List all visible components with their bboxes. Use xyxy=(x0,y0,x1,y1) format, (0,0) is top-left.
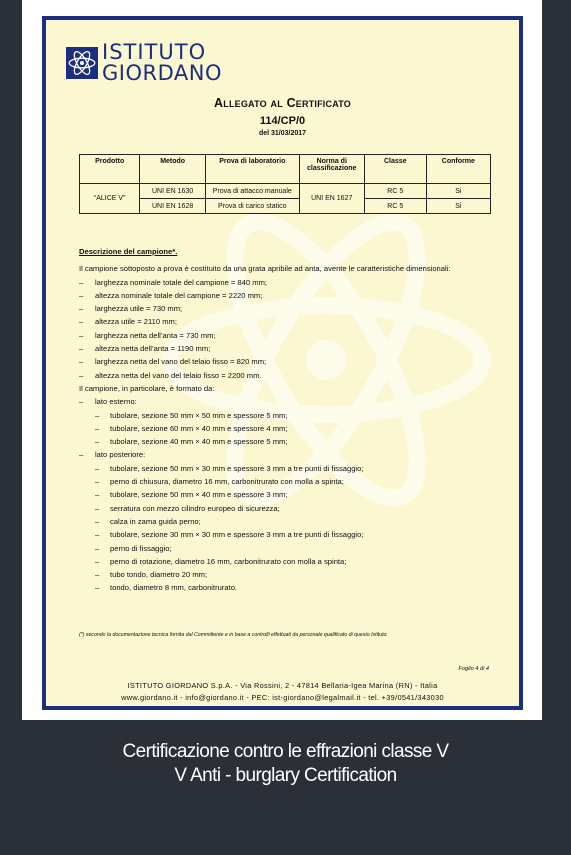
dimension-item-text: altezza utile = 2110 mm; xyxy=(95,317,177,327)
certificate-date: del 31/03/2017 xyxy=(258,130,307,137)
logo-wordmark xyxy=(102,42,222,84)
dash-bullet: – xyxy=(79,397,84,407)
outer-side-list xyxy=(79,409,491,449)
inner-component-item-text: perno di chiusura, diametro 16 mm, carbonitrurato con molla a spinta; xyxy=(110,477,344,487)
inner-component-item xyxy=(79,581,491,594)
intro-paragraph: Il campione sottoposto a prova è costituito da una grata apribile ad anta, avente le caratteristiche dimensionali: xyxy=(79,264,451,274)
test-cell: Prova di carico statico xyxy=(205,199,299,214)
inner-component-item xyxy=(79,515,491,528)
certificate-number: 114/CP/0 xyxy=(259,115,306,127)
test-cell: Prova di attacco manuale xyxy=(205,184,299,199)
document-header xyxy=(46,96,519,137)
header-cell: Prova di laboratorio xyxy=(205,155,299,184)
inner-component-item xyxy=(79,462,491,475)
inner-component-item xyxy=(79,542,491,555)
table-row xyxy=(80,184,491,199)
inner-component-item-text: tubolare, sezione 50 mm × 40 mm e spessore 3 mm; xyxy=(110,490,288,500)
dimension-item-text: larghezza utile = 730 mm; xyxy=(95,304,183,314)
dimension-item-text: larghezza nominale totale del campione = 840 mm; xyxy=(95,277,268,287)
document-title: Allegato al Certificato xyxy=(214,96,351,110)
product-cell: “ALICE V” xyxy=(80,184,140,214)
inner-component-item-text: tubo tondo, diametro 20 mm; xyxy=(110,570,208,580)
header-cell: Conforme xyxy=(426,155,490,184)
atom-logo-icon xyxy=(66,47,98,79)
dimensions-list xyxy=(79,276,491,382)
class-cell: RC 5 xyxy=(364,184,426,199)
inner-component-item xyxy=(79,502,491,515)
composition-intro: Il campione, in particolare, è formato da: xyxy=(79,383,215,393)
inner-component-item-text: tondo, diametro 8 mm, carbonitrurato. xyxy=(110,583,238,593)
dimension-item xyxy=(79,369,491,382)
header-cell: Norma di classificazione xyxy=(299,155,364,184)
class-cell: RC 5 xyxy=(364,199,426,214)
company-contacts: www.giordano.it - info@giordano.it - PEC: ist-giordano@legalmail.it - tel. +39/0541/343030 xyxy=(121,693,444,702)
dash-bullet: – xyxy=(95,530,100,540)
inner-component-item-text: serratura con mezzo cilindro europeo di sicurezza; xyxy=(110,503,280,513)
inner-component-item-text: calza in zama guida perno; xyxy=(110,516,201,526)
dash-bullet: – xyxy=(95,437,100,447)
compliant-cell: Si xyxy=(426,199,490,214)
outer-component-item xyxy=(79,409,491,422)
outer-component-item xyxy=(79,422,491,435)
dimension-item xyxy=(79,329,491,342)
dash-bullet: – xyxy=(79,317,84,327)
dash-bullet: – xyxy=(79,330,84,340)
header-cell: Classe xyxy=(364,155,426,184)
inner-component-item-text: perno di fissaggio; xyxy=(110,543,172,553)
method-cell: UNI EN 1630 xyxy=(140,184,206,199)
outer-side-label: lato esterno: xyxy=(95,397,137,407)
outer-component-item-text: tubolare, sezione 40 mm × 40 mm e spessore 5 mm; xyxy=(110,437,288,447)
dimension-item xyxy=(79,302,491,315)
table-header-row xyxy=(80,155,491,184)
dash-bullet: – xyxy=(95,463,100,473)
inner-side-label: lato posteriore: xyxy=(95,450,146,460)
header-cell: Metodo xyxy=(140,155,206,184)
logo-line-1: ISTITUTO xyxy=(102,40,207,64)
inner-component-item-text: tubolare, sezione 50 mm × 30 mm e spessore 3 mm a tre punti di fissaggio; xyxy=(110,463,364,473)
dash-bullet: – xyxy=(79,357,84,367)
dimension-item-text: altezza netta del vano del telaio fisso = 2200 mm. xyxy=(95,370,262,380)
dash-bullet: – xyxy=(79,277,84,287)
dash-bullet: – xyxy=(95,477,100,487)
dimension-item xyxy=(79,355,491,368)
institute-logo xyxy=(66,42,222,84)
inner-component-item-text: tubolare, sezione 30 mm × 30 mm e spessore 3 mm a tre punti di fissaggio; xyxy=(110,530,364,540)
inner-component-item xyxy=(79,475,491,488)
page-number: Foglio 4 di 4 xyxy=(458,666,489,672)
dimension-item xyxy=(79,342,491,355)
dash-bullet: – xyxy=(79,370,84,380)
header-cell: Prodotto xyxy=(80,155,140,184)
dash-bullet: – xyxy=(95,543,100,553)
dash-bullet: – xyxy=(95,516,100,526)
caption-line-1: Certificazione contro le effrazioni classe V xyxy=(122,741,449,762)
section-title: Descrizione del campione*. xyxy=(79,247,178,256)
dash-bullet: – xyxy=(95,570,100,580)
dimension-item-text: larghezza netta del vano del telaio fisso = 820 mm; xyxy=(95,357,267,367)
compliant-cell: Si xyxy=(426,184,490,199)
sample-description xyxy=(79,245,491,595)
dimension-item xyxy=(79,315,491,328)
dimension-item xyxy=(79,289,491,302)
inner-component-item xyxy=(79,488,491,501)
inner-component-item xyxy=(79,555,491,568)
company-footer xyxy=(46,680,519,704)
inner-component-item-text: perno di rotazione, diametro 16 mm, carbonitrurato con molla a spinta; xyxy=(110,556,347,566)
outer-component-item-text: tubolare, sezione 50 mm × 50 mm e spessore 5 mm; xyxy=(110,410,288,420)
dash-bullet: – xyxy=(79,290,84,300)
logo-line-2: GIORDANO xyxy=(102,61,222,85)
company-address: ISTITUTO GIORDANO S.p.A. - Via Rossini, 2 - 47814 Bellaria-Igea Marina (RN) - Italia xyxy=(127,681,438,690)
inner-component-item xyxy=(79,528,491,541)
dash-bullet: – xyxy=(95,583,100,593)
test-results-table xyxy=(79,154,491,214)
inner-component-item xyxy=(79,568,491,581)
outer-component-item-text: tubolare, sezione 60 mm × 40 mm e spessore 4 mm; xyxy=(110,423,288,433)
dash-bullet: – xyxy=(95,490,100,500)
norm-cell: UNI EN 1627 xyxy=(299,184,364,214)
dash-bullet: – xyxy=(95,423,100,433)
dash-bullet: – xyxy=(79,344,84,354)
dash-bullet: – xyxy=(95,503,100,513)
dimension-item-text: altezza netta dell’anta = 1190 mm; xyxy=(95,344,211,354)
inner-side-item xyxy=(79,448,491,461)
footnote: (*) secondo la documentazione tecnica fornita dal Committente e in base a controlli effettuati da personale qualificato di questo Istituto. xyxy=(79,632,388,638)
table-row xyxy=(80,199,491,214)
certification-caption xyxy=(0,740,571,788)
dash-bullet: – xyxy=(79,304,84,314)
dimension-item-text: altezza nominale totale del campione = 2220 mm; xyxy=(95,290,263,300)
inner-side-list xyxy=(79,462,491,595)
dash-bullet: – xyxy=(95,556,100,566)
method-cell: UNI EN 1628 xyxy=(140,199,206,214)
dimension-item-text: larghezza netta dell’anta = 730 mm; xyxy=(95,330,216,340)
certificate-document xyxy=(42,16,523,710)
outer-side-item xyxy=(79,395,491,408)
dimension-item xyxy=(79,276,491,289)
dash-bullet: – xyxy=(95,410,100,420)
outer-component-item xyxy=(79,435,491,448)
caption-line-2: V Anti - burglary Certification xyxy=(174,765,397,786)
dash-bullet: – xyxy=(79,450,84,460)
